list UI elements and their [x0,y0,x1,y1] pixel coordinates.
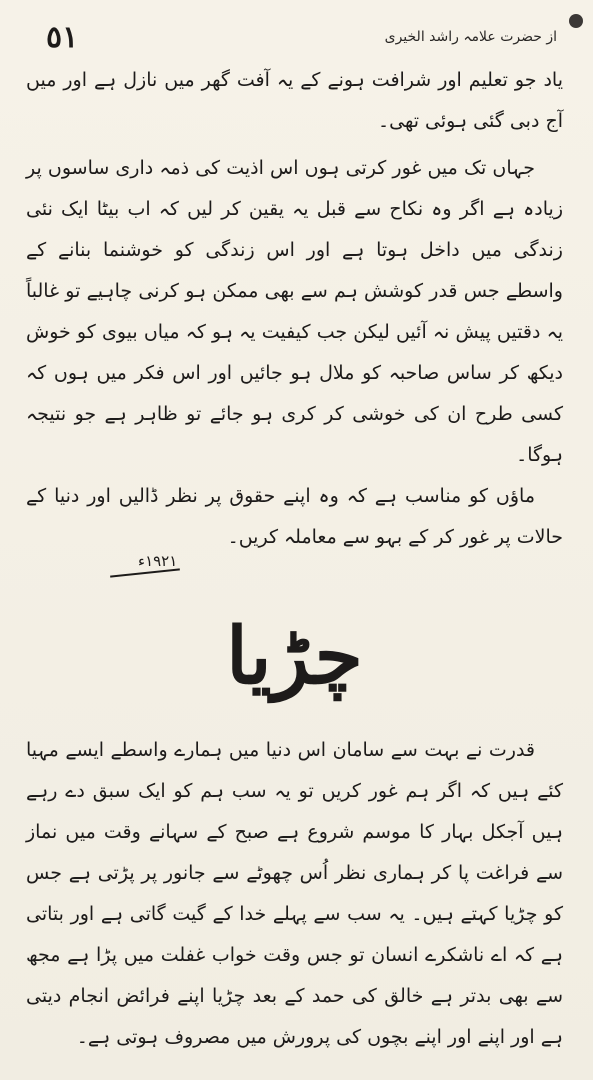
page-header [26,14,563,60]
article1-paragraph-1: یاد جو تعلیم اور شرافت ہونے کے یہ آفت گھر میں نازل ہے اور میں آج دبی گئی ہوئی تھی۔ [26,69,563,132]
article1-paragraph-3: ماؤں کو مناسب ہے کہ وہ اپنے حقوق پر نظر ڈالیں اور دنیا کے حالات پر غور کر کے بہو سے معاملہ کریں۔ [26,485,563,548]
article1-date [26,552,563,576]
article2-title: چڑیا [226,610,363,702]
article2-paragraph-1: قدرت نے بہت سے سامان اس دنیا میں ہمارے واسطے ایسے مہیا کئے ہیں کہ اگر ہم غور کریں تو یہ سب ہم کو ایک سبق دے رہے ہیں آجکل بہار کا موسم شروع ہے صبح کے سہانے وقت میں نماز سے فراغت پا کر ہماری نظر اُس چھوٹے سے جانور پر پڑتی ہے جس کو چڑیا کہتے ہیں۔ یہ سب سے پہلے خدا کے گیت گاتی ہے اور بتاتی ہے کہ اے ناشکرے انسان تو جس وقت خواب غفلت میں پڑا ہے مجھ سے بھی بدتر ہے خالق کی حمد کے بعد چڑیا اپنے فرائض انجام دیتی ہے اور اپنے اور اپنے بچوں کی پرورش میں مصروف ہوتی ہے۔ [26,739,563,1048]
date-text: ١٩٢١ء [138,552,178,570]
page-number: ٥١ [46,19,79,55]
running-header: از حضرت علامہ راشد الخیری [384,29,557,45]
article1-paragraph-2: جہاں تک میں غور کرتی ہوں اس اذیت کی ذمہ داری ساسوں پر زیادہ ہے اگر وہ نکاح سے قبل یہ یقین کر لیں کہ اب بیٹا ایک نئی زندگی میں داخل ہوتا ہے اور اس زندگی کو خوشنما بنانے کے واسطے جس قدر کوشش ہم سے بھی ممکن ہو کرنی چاہیے تو غالباً یہ دقتیں پیش نہ آئیں لیکن جب کیفیت یہ ہو کہ میاں بیوی کو خوش دیکھ کر ساس صاحبہ کو ملال ہو جائیں اور اس فکر میں ہوں کہ کسی طرح ان کی خوشی کر کری ہو جائے تو ظاہر ہے جو نتیجہ ہوگا۔ [26,157,563,466]
article2-heading [26,592,563,720]
ink-spot [569,14,583,28]
